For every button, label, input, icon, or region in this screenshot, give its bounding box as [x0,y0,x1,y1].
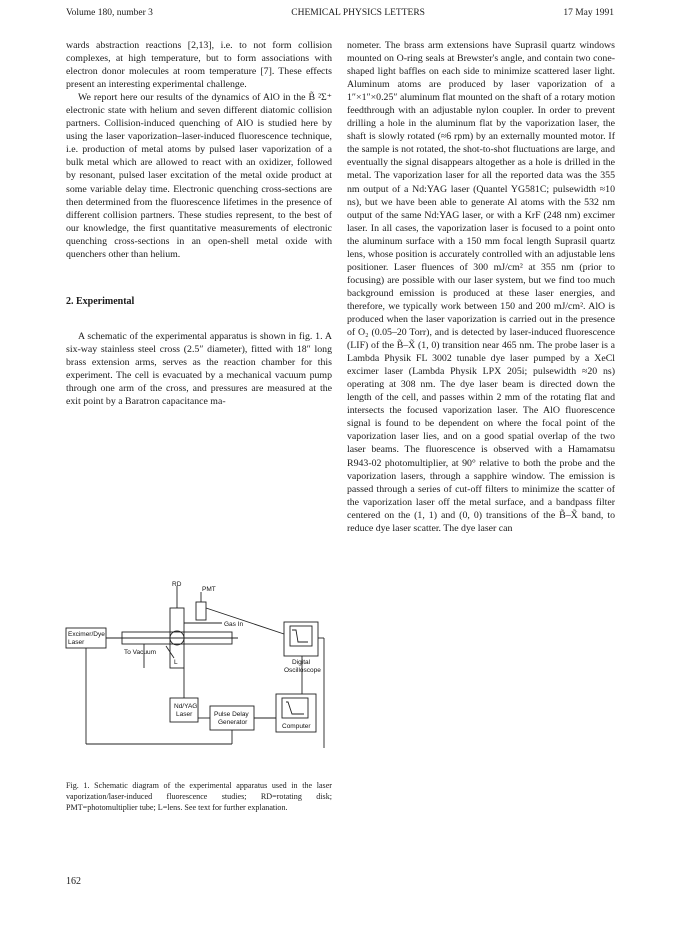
label-computer: Computer [282,723,311,730]
apparatus-diagram [62,578,338,768]
label-ndyag: Nd/YAG [174,703,198,710]
figure-schematic [62,578,338,768]
label-to-vacuum: To Vacuum [124,649,157,656]
spacer [66,308,332,330]
left-column [66,39,332,408]
label-rd: RD [172,581,182,588]
label-ndyag-laser: Laser [176,711,193,718]
volume-info: Volume 180, number 3 [66,8,153,18]
label-excimer: Excimer/Dye [68,631,105,638]
paragraph-report: We report here our results of the dynamics of AlO in the B̃ ²Σ⁺ electronic state with helium and seven different diatomic collision partners. Collision-induced quenching of AlO is studied here by using the laser vaporization–laser-induced fluorescence technique, i.e. production of metal atoms by pulsed laser vaporization of a bulk metal which are allowed to react with an oxidizer, followed by resonant, pulsed laser excitation of the metal oxide product at some variable delay time. Electronic quenching cross-sections are then determined from the fluorescence lifetimes in the presence of different collision partners. These studies represent, to the best of our knowledge, the first quantitative measurements of electronic quenching cross-sections in an open-shell metal oxide with quenchers other than helium. [66,92,332,260]
ndyag-laser-box [170,698,198,722]
paragraph-experimental: A schematic of the experimental apparatus is shown in fig. 1. A six-way stainless steel cross (2.5″ diameter), fitted with 18″ long brass extension arms, serves as the reaction chamber for this experiment. The cell is evacuated by a mechanical vacuum pump through one arm of the cross, and pressures are measured at the exit point by a Baratron capacitance ma- [66,330,332,408]
right-column [347,39,615,535]
issue-date: 17 May 1991 [563,8,614,18]
spacer [66,261,332,295]
paragraph-intro-end: wards abstraction reactions [2,13], i.e. to not form collision complexes, at high temperature, but to form associations with electron donor molecules at room temperature [7]. These effects present an interesting experimental challenge. [66,40,332,91]
label-pmt: PMT [202,586,216,593]
paragraph-apparatus: nometer. The brass arm extensions have Suprasil quartz windows mounted on O-ring seals at Brewster's angle, and contain two cone-shaped light baffles on each side to minimize scattered laser light. Aluminum atoms are produced by laser vaporization of a 1″×1″×0.25″ aluminum flat mounted on the shaft of a rotary motion feedthrough with an adjustable nylon coupler. In order to prevent drilling a hole in the aluminum flat by the vaporization laser, the shaft is slowly rotated (≈6 rpm) by an externally mounted motor. If the sample is not rotated, the shot-to-shot fluctuations are large, and eventually the signal disappears altogether as a hole is drilled in the metal. The vaporization laser for all the reported data was the 355 nm output of a Nd:YAG laser (Quantel YG581C; pulsewidth ≈10 ns), but we have been able to generate Al atoms with the 532 nm output of the same Nd:YAG laser, or with a KrF (248 nm) excimer laser. In all cases, the vaporization laser is focused to a point onto the aluminum surface with a 150 mm focal length Suprasil quartz lens, whose position is accurately controlled with an adjustable lens positioner. Laser fluences of 300 mJ/cm² at 355 nm (prior to focusing) are possible with our laser system, but we find too much background emission is produced at these laser energies, and therefore, we typically work between 150 and 200 mJ/cm². AlO is produced when the laser vaporization is carried out in the presence of O₂ (0.05–20 Torr), and is detected by laser-induced fluorescence (LIF) of the B̃–X̃ (1, 0) transition near 465 nm. The probe laser is a Lambda Physik FL 3002 tunable dye laser pumped by a XeCl excimer laser (Lambda Physik LPX 205i; pulsewidth ≈20 ns) operating at 308 nm. The dye laser beam is directed down the length of the cell, and passes within 2 mm of the rotating flat and intersects the focused vaporization laser. The AlO fluorescence signal is found to be dependent on where the focal point of the vaporization laser lies, and on a good spatial overlap of the two laser beams. The fluorescence is observed with a Hamamatsu R943-02 photomultiplier, at 90° relative to both the probe and the vaporization lasers, through a sapphire window. The emission is passed through a series of cut-off filters to minimize the scatter of the vaporization laser off the metal surface, and a bandpass filter centered on the (1, 1) and (0, 0) transitions of the B̃–X̃ band, to reduce dye laser scatter. The dye laser can [347,40,615,534]
label-digital: Digital [292,659,311,666]
label-gas-in: Gas In [224,621,244,628]
pmt-tube [196,602,206,620]
label-oscilloscope: Oscilloscope [284,667,321,674]
running-header [66,8,614,22]
journal-title: CHEMICAL PHYSICS LETTERS [291,8,425,18]
pulse-delay-generator-box [210,706,254,730]
section-heading: 2. Experimental [66,295,135,307]
label-pulse-delay: Pulse Delay [214,711,249,718]
label-laser: Laser [68,639,85,646]
label-lens: L [174,659,178,666]
figure-caption: Fig. 1. Schematic diagram of the experimental apparatus used in the laser vaporization/laser-induced fluorescence studies; RD=rotating disk; PMT=photomultiplier tube; L=lens. See text for further explanation. [66,781,332,812]
page-number: 162 [66,876,81,887]
label-generator: Generator [218,719,248,726]
oscilloscope-box [284,622,318,656]
